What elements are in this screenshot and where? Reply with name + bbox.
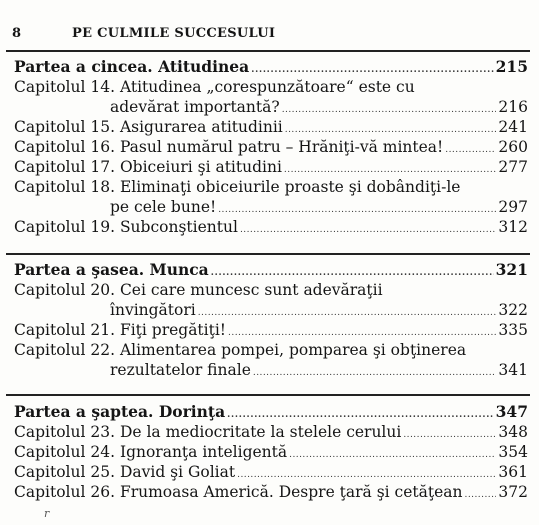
chapter-title: Capitolul 26. Frumoasa Americă. Despre ţară şi cetăţean: [14, 483, 463, 501]
chapter-page-number: 322: [498, 301, 528, 319]
part-title: Partea a şaptea. Dorinţa: [14, 402, 226, 421]
chapter-title: Capitolul 16. Pasul numărul patru – Hrăniţi-vă mintea!: [14, 138, 444, 156]
chapter-row: [14, 482, 528, 502]
chapter-row: [14, 157, 528, 177]
chapter-row: [14, 442, 528, 462]
chapter-page-number: 361: [498, 463, 528, 481]
part-row: [14, 260, 528, 280]
chapter-page-number: 297: [498, 198, 528, 216]
chapter-page-number: 216: [498, 98, 528, 116]
part-title: Partea a şasea. Munca: [14, 260, 209, 279]
chapter-title: Capitolul 21. Fiţi pregătiţi!: [14, 321, 227, 339]
part-row: [14, 402, 528, 422]
chapter-row: [14, 320, 528, 340]
chapter-page-number: 335: [498, 321, 528, 339]
chapter-page-number: 348: [498, 423, 528, 441]
footer-mark: r: [44, 507, 50, 520]
chapter-title: Capitolul 20. Cei care muncesc sunt adevăraţii: [14, 281, 383, 299]
chapter-page-number: 312: [498, 218, 528, 236]
chapter-title-continuation: rezultatelor finale: [110, 361, 251, 379]
chapter-row: [14, 97, 528, 117]
chapter-title: Capitolul 15. Asigurarea atitudinii: [14, 118, 283, 136]
dot-leader: [240, 217, 496, 240]
chapter-row: [14, 117, 528, 137]
running-title: PE CULMILE SUCCESULUI: [72, 26, 276, 41]
chapter-title: Capitolul 14. Atitudinea „corespunzătoare“ este cu: [14, 78, 415, 96]
chapter-row: [14, 300, 528, 320]
dot-leader: [465, 482, 497, 505]
chapter-page-number: 354: [498, 443, 528, 461]
chapter-page-number: 277: [498, 158, 528, 176]
section-rule: [6, 394, 530, 396]
chapter-title: Capitolul 19. Subconştientul: [14, 218, 238, 236]
chapter-title-continuation: învingători: [110, 301, 196, 319]
chapter-row: [14, 197, 528, 217]
chapter-page-number: 372: [498, 483, 528, 501]
chapter-page-number: 241: [498, 118, 528, 136]
chapter-title: Capitolul 24. Ignoranţa inteligentă: [14, 443, 288, 461]
chapter-row: [14, 422, 528, 442]
chapter-title: Capitolul 22. Alimentarea pompei, pomparea şi obţinerea: [14, 341, 467, 359]
section-rule: [6, 253, 530, 255]
part-page-number: 347: [495, 402, 528, 421]
part-row: [14, 57, 528, 77]
chapter-page-number: 341: [498, 361, 528, 379]
chapter-row: [14, 137, 528, 157]
part-page-number: 215: [495, 57, 528, 76]
dot-leader: [253, 360, 497, 383]
part-page-number: 321: [495, 260, 528, 279]
chapter-title: Capitolul 18. Eliminaţi obiceiurile proaste şi dobândiţi-le: [14, 178, 461, 196]
chapter-row: [14, 462, 528, 482]
chapter-row: [14, 360, 528, 380]
page-number: 8: [12, 26, 22, 41]
chapter-row: [14, 217, 528, 237]
page-header: [12, 26, 532, 41]
header-rule: [6, 50, 530, 52]
chapter-title: Capitolul 23. De la mediocritate la stelele cerului: [14, 423, 402, 441]
chapter-title: Capitolul 17. Obiceiuri şi atitudini: [14, 158, 282, 176]
part-title: Partea a cincea. Atitudinea: [14, 57, 250, 76]
chapter-page-number: 260: [498, 138, 528, 156]
chapter-title: Capitolul 25. David şi Goliat: [14, 463, 236, 481]
chapter-title-continuation: adevărat importantă?: [110, 98, 280, 116]
chapter-title-continuation: pe cele bune!: [110, 198, 217, 216]
